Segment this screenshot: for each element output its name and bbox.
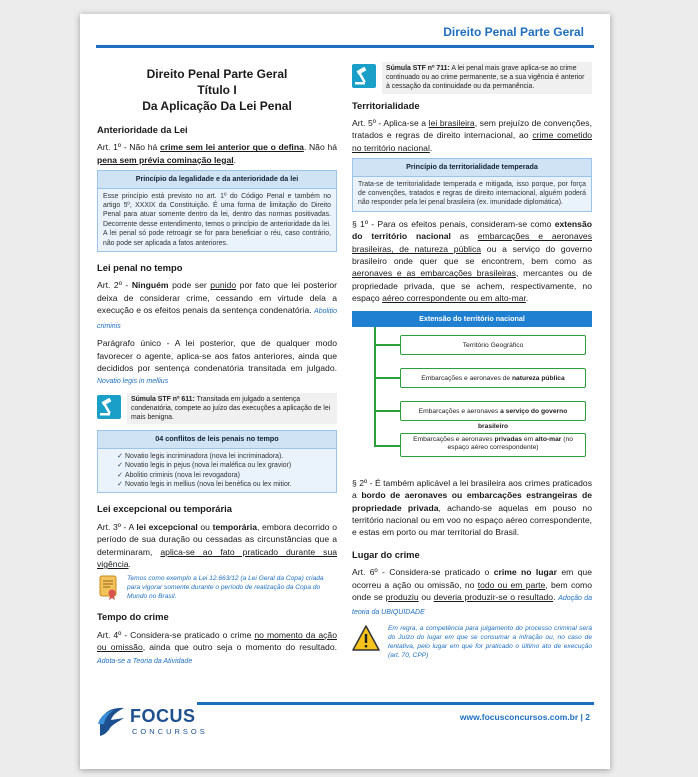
warning-text: Em regra, a competência para julgamento do processo criminal será do Juízo do lugar em que se consumar a infração ou, no caso de tentativa, pelo lugar em que for praticado o último ato de execução (art. 70, CPP) [388, 624, 592, 659]
box-legalidade [97, 170, 337, 252]
diagram-item: Embarcações e aeronaves de natureza pública [400, 368, 586, 388]
box-territorialidade [352, 158, 592, 212]
right-column [352, 58, 592, 660]
diagram-title: Extensão do território nacional [352, 311, 592, 327]
art-6: Art. 6º - Considera-se praticado o crime no lugar em que ocorreu a ação ou omissão, no todo ou em parte, bem como onde se produziu ou deveria produzir-se o resultado. Adoção da teoria da UBIQUIDADE [352, 567, 592, 617]
warning-competencia [352, 624, 592, 660]
diagram-branch [374, 410, 400, 412]
focus-logo-icon [96, 704, 128, 738]
footer-url: www.focusconcursos.com.br | 2 [459, 712, 590, 722]
tip-copa [97, 574, 337, 601]
box-territorialidade-title: Princípio da territorialidade temperada [353, 159, 591, 176]
tip-copa-text: Temos como exemplo a Lei 12.663/12 (a Lei Geral da Copa) criada para vigorar somente durante o período de realização da Copa do Mundo no Brasil. [127, 575, 324, 601]
document-title [97, 66, 337, 114]
heading-lei-penal-tempo: Lei penal no tempo [97, 262, 183, 274]
logo-wordmark: FOCUS [130, 706, 196, 726]
document-page [80, 14, 610, 769]
art-5: Art. 5º - Aplica-se a lei brasileira, sem prejuízo de convenções, tratados e regras de direito internacional, ao crime cometido no território nacional. [352, 118, 593, 153]
logo-subtitle: CONCURSOS [132, 727, 208, 736]
box-conflitos-title: 04 conflitos de leis penais no tempo [98, 431, 336, 448]
sumula-611 [97, 393, 337, 425]
sumula-611-text: Súmula STF nº 611: Transitada em julgado a sentença condenatória, compete ao juízo das execuções a aplicação de lei mais benigna. [127, 393, 337, 425]
focus-logo [96, 704, 208, 740]
title-line-3: Da Aplicação Da Lei Penal [142, 99, 292, 113]
art-5-paragrafo-2: § 2º - É também aplicável a lei brasileira aos crimes praticados a bordo de aeronaves ou embarcações estrangeiras de propriedade privada, achando-se aquelas em pouso no território nacional ou em voo no espaço aéreo correspondente, e estas em porto ou mar territorial do Brasil. [352, 477, 592, 538]
diagram-item: Embarcações e aeronaves privadas em alto-mar (no espaço aéreo correspondente) [400, 433, 586, 457]
diagram-item: Embarcações e aeronaves a serviço do governo brasileiro [400, 401, 586, 421]
box-legalidade-body: Esse princípio está previsto no art. 1º do Código Penal e também no artigo 5º, XXXIX da Constituição. É uma forma de limitação do Direito Penal para atuar somente dentro da lei, dentro das normas positivadas. Decorrente desse entendimento, temos o princípio de anterioridade da lei. A lei penal só pode retroagir se for para beneficiar o réu, caso contrário, não pode ser aplicada a fatos anteriores. [103, 192, 331, 247]
diagram-branch [374, 445, 400, 447]
footer-rule [197, 702, 594, 705]
diagram-item: Território Geográfico [400, 335, 586, 355]
box-territorialidade-body: Trata-se de territorialidade temperada e mitigada, isso porque, por força de convenções, tratados e regras de direito internacional, alguém poderá não responder pela lei penal brasileira (ex. imunidade diplomática). [358, 180, 586, 207]
art-1: Art. 1º - Não há crime sem lei anterior que o defina. Não há pena sem prévia cominação legal. [97, 142, 337, 165]
list-item: ✓ Novatio legis in mellius (nova lei benéfica ou lex mitior. [117, 480, 331, 489]
warning-icon [352, 624, 380, 652]
heading-lugar-crime: Lugar do crime [352, 548, 420, 560]
art-3: Art. 3º - A lei excepcional ou temporária, embora decorrido o período de sua duração ou cessadas as circunstâncias que a determinaram, aplica-se ao fato praticado durante sua vigência. [97, 521, 338, 569]
list-item: ✓ Novatio legis in pejus (nova lei maléfica ou lex gravior) [117, 461, 331, 470]
heading-anterioridade: Anterioridade da Lei [97, 124, 188, 135]
list-item: ✓ Novatio legis incriminadora (nova lei incriminadora). [117, 452, 331, 461]
scroll-certificate-icon [97, 574, 119, 600]
art-4: Art. 4º - Considera-se praticado o crime no momento da ação ou omissão, ainda que outro seja o momento do resultado. Adota-se a Teoria da Atividade [97, 629, 337, 665]
left-column [97, 58, 337, 672]
gavel-icon [97, 395, 121, 419]
page-header [96, 20, 594, 48]
art-2: Art. 2º - Ninguém pode ser punido por fato que lei posterior deixa de considerar crime, cessando em virtude dela a execução e os efeitos penais da sentença condenatória. Abolitio criminis [97, 280, 337, 330]
heading-territorialidade: Territorialidade [352, 99, 420, 111]
art-5-paragrafo-1: § 1º - Para os efeitos penais, consideram-se como extensão do território nacional as embarcações e aeronaves brasileiras, de natureza pública ou a serviço do governo brasileiro onde quer que se encontrem, bem como as aeronaves e as embarcações brasileiras, mercantes ou de propriedade privada, que se achem, respectivamente, no espaço aéreo correspondente ou em alto-mar. [352, 218, 592, 304]
gavel-icon [352, 64, 376, 88]
heading-lei-excepcional: Lei excepcional ou temporária [97, 503, 232, 515]
title-line-1: Direito Penal Parte Geral [146, 67, 288, 81]
sumula-711 [352, 62, 592, 94]
conflitos-list [103, 452, 331, 490]
header-title: Direito Penal Parte Geral [443, 25, 584, 39]
diagram-branch [374, 377, 400, 379]
sumula-711-text: Súmula STF nº 711: A lei penal mais grave aplica-se ao crime continuado ou ao crime permanente, se a sua vigência é anterior à cessação da continuidade ou da permanência. [382, 62, 592, 94]
title-line-2: Título I [197, 83, 237, 97]
diagram-branch [374, 344, 400, 346]
art-2-paragrafo: Parágrafo único - A lei posterior, que de qualquer modo favorecer o agente, aplica-se aos fatos anteriores, ainda que decididos por sentença condenatória transitada em julgado. Novatio legis in mellius [97, 338, 337, 386]
extensao-diagram [352, 311, 592, 471]
heading-tempo-crime: Tempo do crime [97, 611, 169, 623]
list-item: ✓ Abolitio criminis (nova lei revogadora) [117, 471, 331, 480]
box-legalidade-title: Princípio da legalidade e da anterioridade da lei [98, 171, 336, 188]
page-number: | 2 [580, 712, 590, 722]
box-conflitos [97, 430, 337, 493]
